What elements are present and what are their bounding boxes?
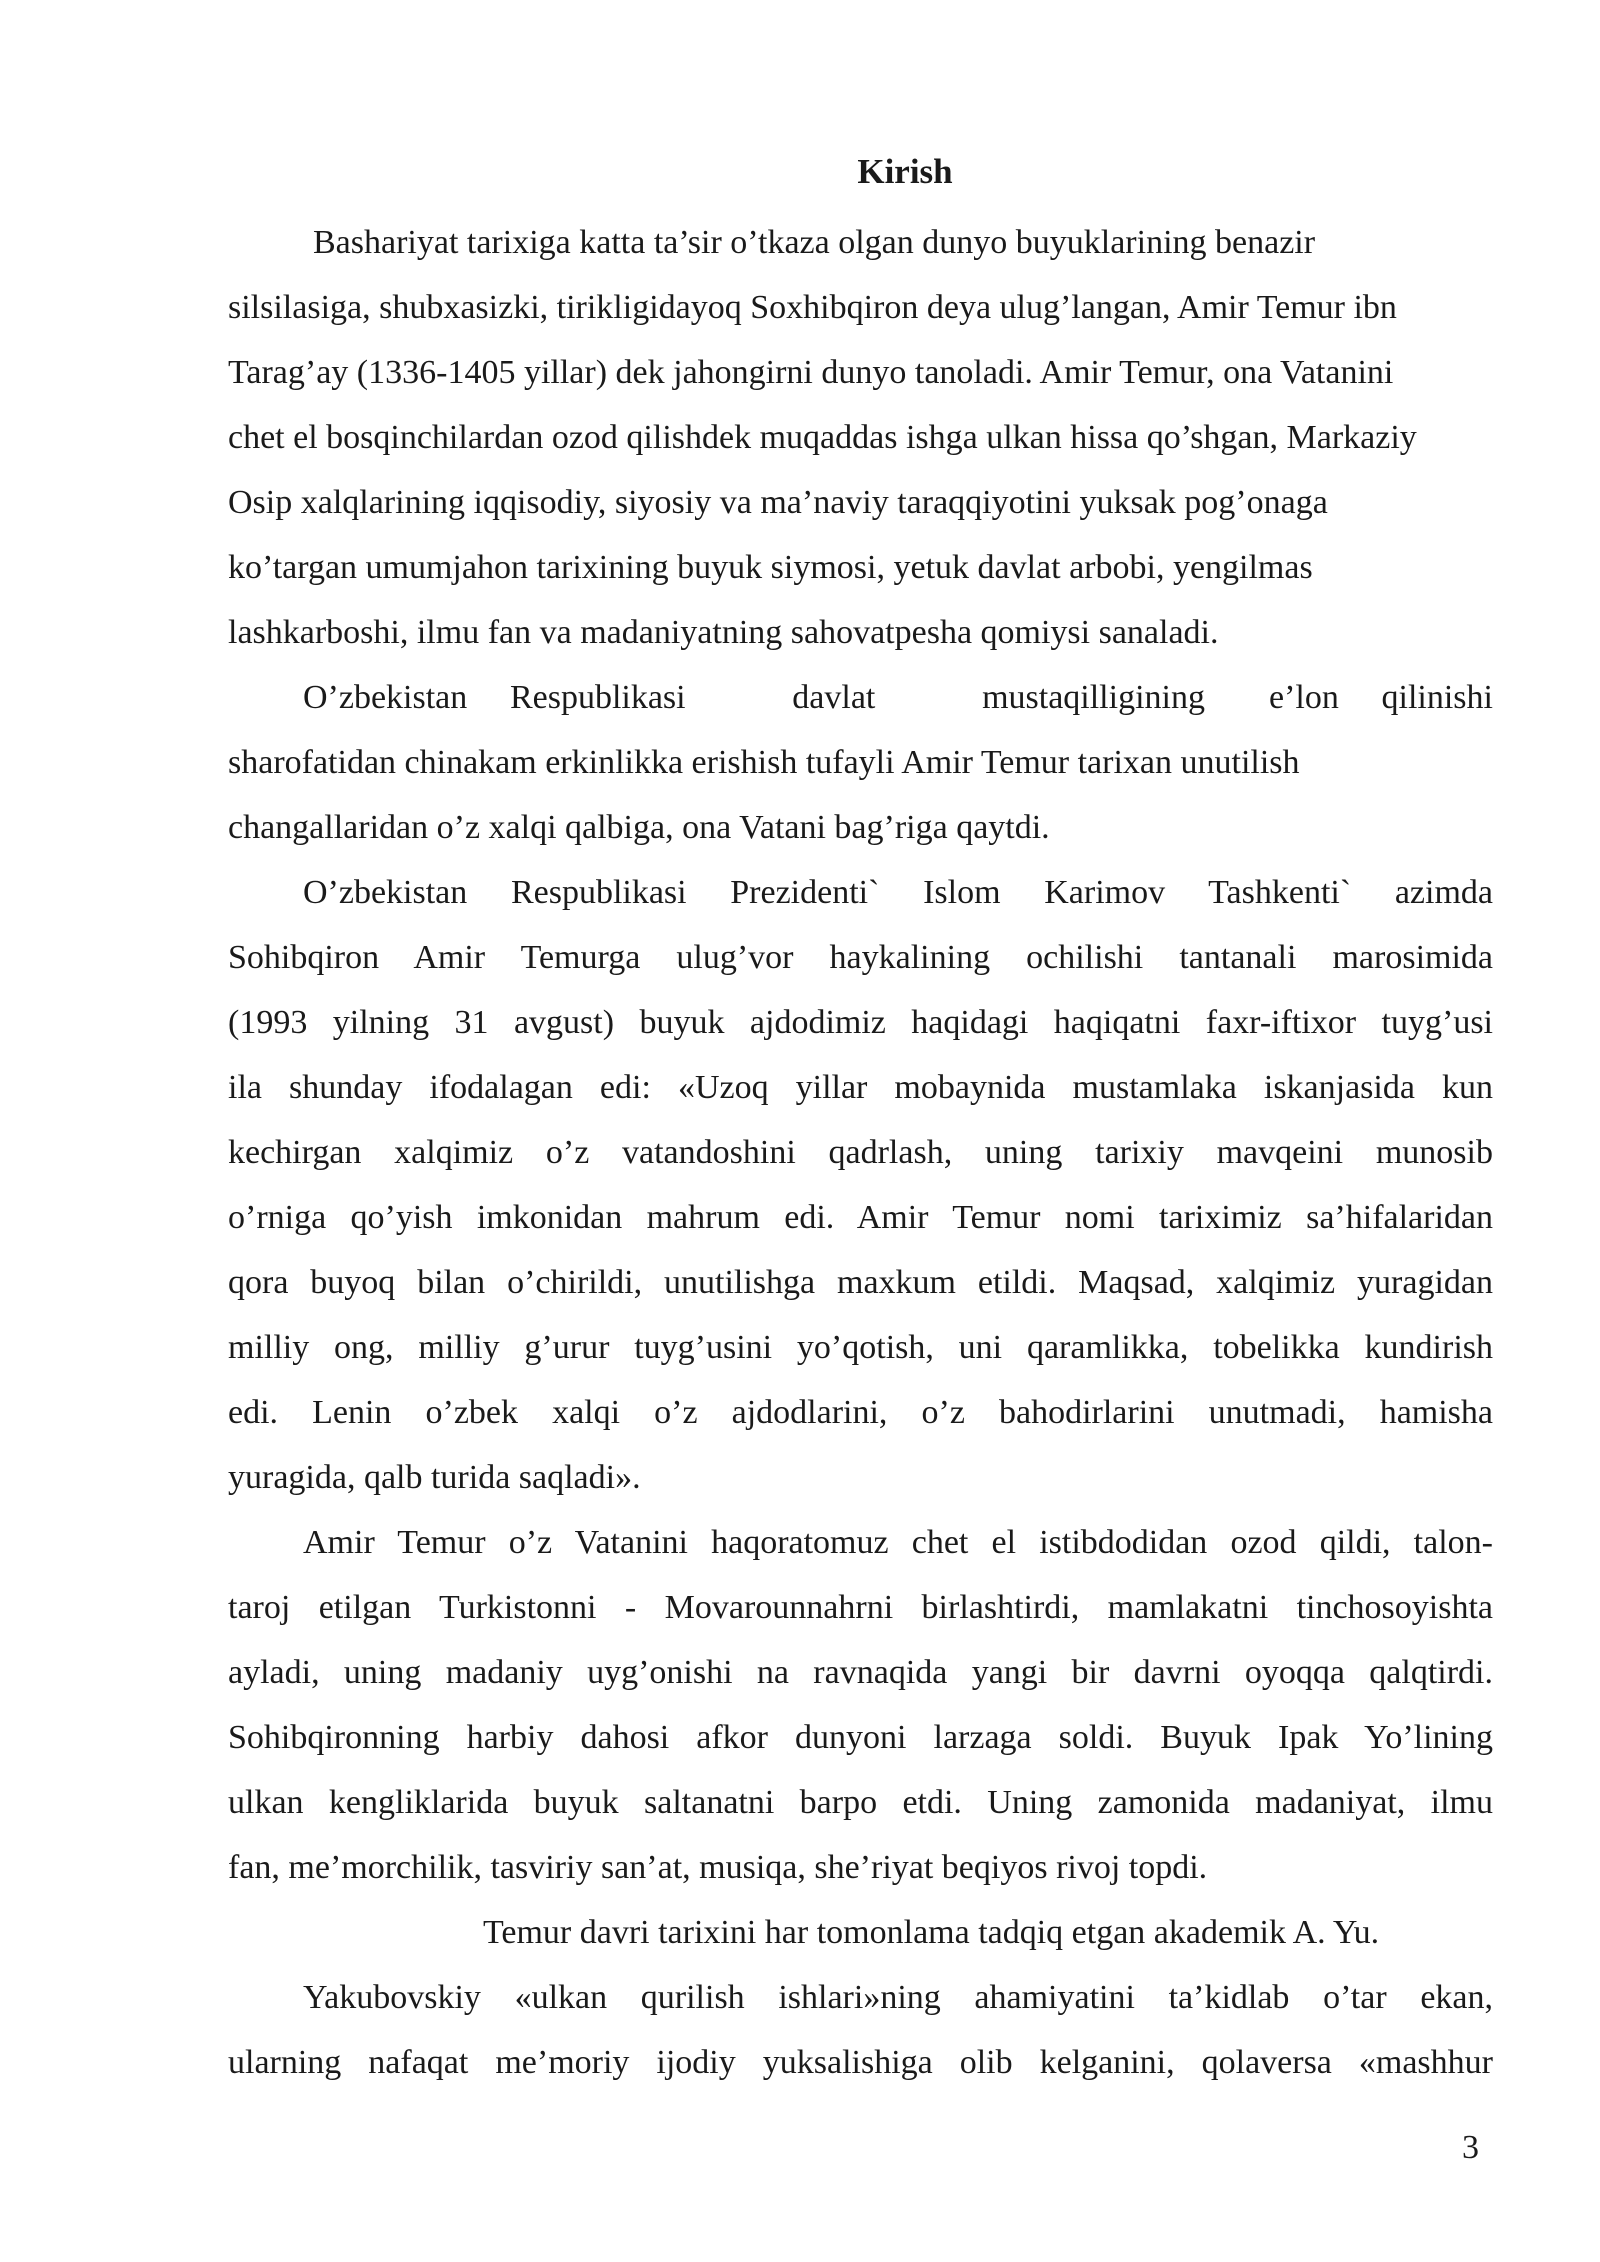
page-title: Kirish <box>857 152 953 191</box>
text-line: yuragida, qalb turida saqladi». <box>228 1459 641 1496</box>
text-line: qora buyoq bilan o’chirildi, unutilishga maxkum etildi. Maqsad, xalqimiz yuragidan <box>228 1264 1493 1301</box>
text-line: O’zbekistan Respublikasi davlat mustaqilligining e’lon qilinishi <box>303 679 1493 716</box>
text-line: taroj etilgan Turkistonni - Movarounnahrni birlashtirdi, mamlakatni tinchosoyishta <box>228 1589 1493 1626</box>
text-line: Sohibqironning harbiy dahosi afkor dunyoni larzaga soldi. Buyuk Ipak Yo’lining <box>228 1719 1493 1756</box>
text-line: ayladi, uning madaniy uyg’onishi na ravnaqida yangi bir davrni oyoqqa qalqtirdi. <box>228 1654 1493 1691</box>
text-line: fan, me’morchilik, tasviriy san’at, musiqa, she’riyat beqiyos rivoj topdi. <box>228 1849 1208 1886</box>
text-line: ulkan kengliklarida buyuk saltanatni barpo etdi. Uning zamonida madaniyat, ilmu <box>228 1784 1493 1821</box>
text-line: (1993 yilning 31 avgust) buyuk ajdodimiz haqidagi haqiqatni faxr-iftixor tuyg’usi <box>228 1004 1493 1041</box>
text-line: milliy ong, milliy g’urur tuyg’usini yo’qotish, uni qaramlikka, tobelikka kundirish <box>228 1329 1493 1366</box>
text-line: Osip xalqlarining iqqisodiy, siyosiy va ma’naviy taraqqiyotini yuksak pog’onaga <box>228 484 1328 521</box>
text-line: sharofatidan chinakam erkinlikka erishish tufayli Amir Temur tarixan unutilish <box>228 744 1300 781</box>
text-line: Yakubovskiy «ulkan qurilish ishlari»ning ahamiyatini ta’kidlab o’tar ekan, <box>303 1979 1493 2016</box>
text-line: ularning nafaqat me’moriy ijodiy yuksalishiga olib kelganini, qolaversa «mashhur <box>228 2044 1493 2081</box>
text-line: silsilasiga, shubxasizki, tirikligidayoq Soxhibqiron deya ulug’langan, Amir Temur ibn <box>228 289 1397 326</box>
text-line: Sohibqiron Amir Temurga ulug’vor haykalining ochilishi tantanali marosimida <box>228 939 1493 976</box>
text-line: Bashariyat tarixiga katta ta’sir o’tkaza olgan dunyo buyuklarining benazir <box>313 224 1316 261</box>
text-line: ko’targan umumjahon tarixining buyuk siymosi, yetuk davlat arbobi, yengilmas <box>228 549 1313 586</box>
text-line: Tarag’ay (1336-1405 yillar) dek jahongirni dunyo tanoladi. Amir Temur, ona Vatanini <box>228 354 1394 391</box>
page-number: 3 <box>1462 2129 1479 2166</box>
text-line: Amir Temur o’z Vatanini haqoratomuz chet el istibdodidan ozod qildi, talon- <box>303 1524 1493 1561</box>
text-line: edi. Lenin o’zbek xalqi o’z ajdodlarini, o’z bahodirlarini unutmadi, hamisha <box>228 1394 1493 1431</box>
text-line: ila shunday ifodalagan edi: «Uzoq yillar mobaynida mustamlaka iskanjasida kun <box>228 1069 1493 1106</box>
text-line: O’zbekistan Respublikasi Prezidenti` Islom Karimov Tashkenti` azimda <box>303 874 1493 911</box>
text-line: o’rniga qo’yish imkonidan mahrum edi. Amir Temur nomi tariximiz sa’hifalaridan <box>228 1199 1493 1236</box>
text-line: chet el bosqinchilardan ozod qilishdek muqaddas ishga ulkan hissa qo’shgan, Markaziy <box>228 419 1417 456</box>
text-line: lashkarboshi, ilmu fan va madaniyatning sahovatpesha qomiysi sanaladi. <box>228 614 1219 651</box>
text-line: changallaridan o’z xalqi qalbiga, ona Vatani bag’riga qaytdi. <box>228 809 1050 846</box>
text-line: kechirgan xalqimiz o’z vatandoshini qadrlash, uning tarixiy mavqeini munosib <box>228 1134 1493 1171</box>
text-line: Temur davri tarixini har tomonlama tadqiq etgan akademik A. Yu. <box>483 1914 1380 1951</box>
